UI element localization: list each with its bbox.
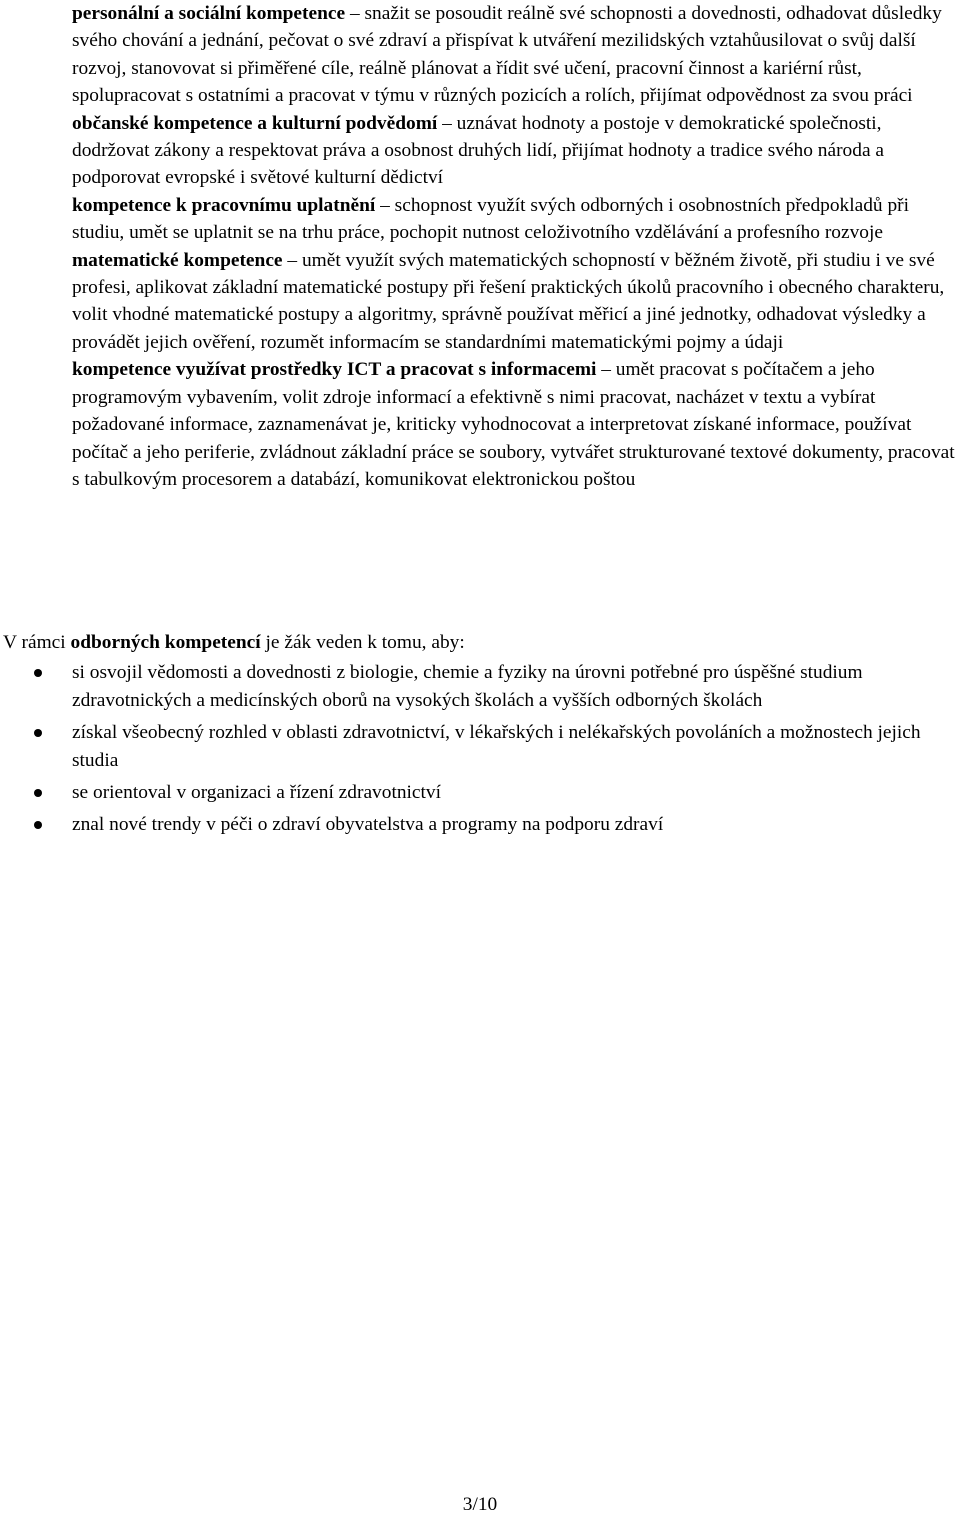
bullet-icon <box>34 789 42 797</box>
list-item <box>72 811 952 839</box>
bullet-icon <box>34 821 42 829</box>
intro-bold: odborných kompetencí <box>70 632 261 653</box>
competence-dash: – <box>282 249 302 271</box>
competence-text: umět využít svých matematických schopností v běžném životě, při studiu i ve své profesi, aplikovat základní matematické postupy při řešení praktických úkolů pracovního i obecného charakteru, volit vhodné matematické postupy a algoritmy, správně používat měřicí a jiné jednotky, odhadovat výsledky a provádět jejich ověření, rozumět informacím se standardními matematickými pojmy a údaji <box>72 249 945 353</box>
list-item-text: znal nové trendy v péči o zdraví obyvatelstva a programy na podporu zdraví <box>72 814 664 835</box>
competence-title: kompetence k pracovnímu uplatnění <box>72 194 376 216</box>
page-number: 3/10 <box>462 1494 498 1515</box>
competence-title: personální a sociální kompetence <box>72 3 346 24</box>
competence-title: kompetence využívat prostředky ICT a pracovat s informacemi <box>72 359 597 381</box>
bullet-icon <box>34 729 42 737</box>
professional-competences-list <box>72 659 952 847</box>
list-item <box>72 719 952 775</box>
competence-dash: – <box>596 359 616 381</box>
competences-list <box>72 0 960 493</box>
competence-title: matematické kompetence <box>72 249 283 271</box>
list-item-text: se orientoval v organizaci a řízení zdravotnictví <box>72 782 441 803</box>
competence-text: uznávat hodnoty a postoje v demokratické společnosti, dodržovat zákony a respektovat práva a osobnost druhých lidí, přijímat hodnoty a tradice svého národa a podporovat evropské i světové kulturní dědictví <box>72 112 885 189</box>
intro-before: V rámci <box>3 632 71 653</box>
competence-ict <box>72 356 960 493</box>
list-item-text: získal všeobecný rozhled v oblasti zdravotnictví, v lékařských i nelékařských povoláních a možnostech jejich studia <box>72 722 921 771</box>
competence-dash: – <box>437 112 457 134</box>
competence-employment <box>72 192 960 247</box>
list-item <box>72 659 952 715</box>
competence-civic-cultural <box>72 110 960 192</box>
competence-text: snažit se posoudit reálně své schopnosti a dovednosti, odhadovat důsledky svého chování a jednání, pečovat o své zdraví a přispívat k utváření mezilidských vztahůusilovat o svůj další rozvoj, stanovovat si přiměřené cíle, reálně plánovat a řídit své učení, pracovní činnost a kariérní růst, spolupracovat s ostatními a pracovat v týmu v různých pozicích a rolích, přijímat odpovědnost za svou práci <box>72 3 942 107</box>
bullet-icon <box>34 669 42 677</box>
competence-title: občanské kompetence a kulturní podvědomí <box>72 112 438 134</box>
competence-mathematical <box>72 247 960 357</box>
competence-text: umět pracovat s počítačem a jeho programovým vybavením, volit zdroje informací a efektivně s nimi pracovat, nacházet v textu a vybírat požadované informace, zaznamenávat je, kriticky vyhodnocovat a interpretovat získané informace, používat počítač a jeho periferie, zvládnout základní práce se soubory, vytvářet strukturované textové dokumenty, pracovat s tabulkovým procesorem a databází, komunikovat elektronickou poštou <box>72 359 955 490</box>
intro-after: je žák veden k tomu, aby: <box>260 632 465 653</box>
competence-personal-social <box>72 0 960 110</box>
professional-competences-intro <box>3 629 465 657</box>
competence-text: schopnost využít svých odborných i osobnostních předpokladů při studiu, umět se uplatnit se na trhu práce, pochopit nutnost celoživotního vzdělávání a profesního rozvoje <box>72 194 909 244</box>
competence-dash: – <box>375 194 395 216</box>
list-item-text: si osvojil vědomosti a dovednosti z biologie, chemie a fyziky na úrovni potřebné pro úspěšné studium zdravotnických a medicínských oborů na vysokých školách a vyšších odborných školách <box>72 662 863 711</box>
competence-dash: – <box>345 3 365 24</box>
list-item <box>72 779 952 807</box>
